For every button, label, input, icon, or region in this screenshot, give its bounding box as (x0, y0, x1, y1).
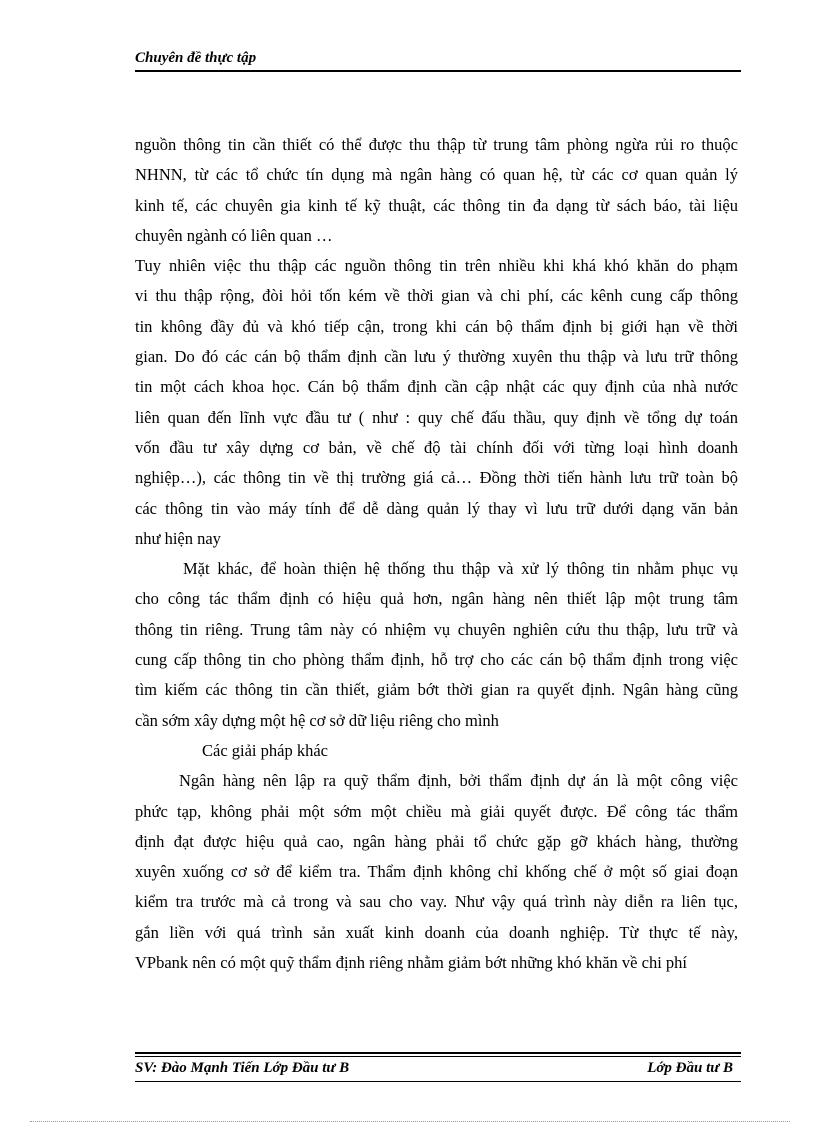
text-line: nghiệp…), các thông tin về thị trường giá cả… Đồng thời tiến hành lưu trữ toàn bộ (135, 468, 738, 488)
section-heading: Các giải pháp khác (202, 740, 328, 760)
text-line: thông tin riêng. Trung tâm này có nhiệm vụ chuyên nghiên cứu thu thập, lưu trữ và (135, 619, 738, 639)
text-line: nguồn thông tin cần thiết có thể được thu thập từ trung tâm phòng ngừa rủi ro thuộc (135, 135, 738, 154)
text-line: định đạt được hiệu quả cao, ngân hàng phải tổ chức gặp gỡ khách hàng, thường (135, 831, 738, 851)
page-header (135, 48, 741, 72)
text-line: cung cấp thông tin cho phòng thẩm định, hỗ trợ cho các cán bộ thẩm định trong việc (135, 650, 738, 670)
page-edge-divider (30, 1121, 790, 1122)
text-line: các thông tin vào máy tính để dễ dàng quản lý thay vì lưu trữ dưới dạng văn bản (135, 498, 738, 518)
text-line: vi thu thập rộng, đòi hỏi tốn kém về thời gian và chi phí, các kênh cung cấp thông (135, 286, 738, 306)
footer-student-name: SV: Đào Mạnh Tiến Lớp Đầu tư B (135, 1060, 350, 1076)
document-body (135, 130, 738, 978)
page-footer (135, 1052, 741, 1082)
text-line: xuyên xuống cơ sở để kiểm tra. Thẩm định không chỉ khống chế ở một số giai đoạn (135, 862, 738, 882)
text-line: cho công tác thẩm định có hiệu quả hơn, ngân hàng nên thiết lập một trung tâm (135, 589, 738, 609)
text-line: VPbank nên có một quỹ thẩm định riêng nhằm giảm bớt những khó khăn về chi phí (135, 953, 688, 973)
text-line: NHNN, từ các tổ chức tín dụng mà ngân hàng có quan hệ, từ các cơ quan quản lý (135, 165, 738, 185)
text-line: tìm kiếm các thông tin cần thiết, giảm bớt thời gian ra quyết định. Ngân hàng cũng (135, 680, 738, 700)
text-line: liên quan đến lĩnh vực đầu tư ( như : quy chế đấu thầu, quy định về tổng dự toán (135, 407, 738, 427)
footer-rule (135, 1052, 741, 1054)
text-line: Tuy nhiên việc thu thập các nguồn thông tin trên nhiều khi khá khó khăn do phạm (135, 256, 738, 276)
text-line: Mặt khác, để hoàn thiện hệ thống thu thập và xử lý thông tin nhằm phục vụ (183, 559, 738, 579)
text-line: tin không đầy đủ và khó tiếp cận, trong khi cán bộ thẩm định bị giới hạn về thời (135, 316, 738, 336)
text-line: gian. Do đó các cán bộ thẩm định cần lưu ý thường xuyên thu thập và lưu trữ thông (135, 347, 738, 367)
text-line: Ngân hàng nên lập ra quỹ thẩm định, bởi thẩm định dự án là một công việc (179, 771, 738, 791)
text-line: vốn đầu tư xây dựng cơ bản, về chế độ tài chính đối với từng loại hình doanh (135, 437, 738, 457)
text-line: phức tạp, không phải một sớm một chiều mà giải quyết được. Để công tác thẩm (135, 801, 738, 821)
footer-class-name: Lớp Đầu tư B (647, 1060, 733, 1076)
footer-rule (135, 1081, 741, 1082)
text-line: tin một cách khoa học. Cán bộ thẩm định cần cập nhật các quy định của nhà nước (135, 377, 738, 397)
text-line: kiểm tra trước mà cả trong và sau cho vay. Như vậy quá trình này diễn ra liên tục, (135, 892, 738, 912)
text-line: cần sớm xây dựng một hệ cơ sở dữ liệu riêng cho mình (135, 710, 499, 730)
text-line: như hiện nay (135, 528, 221, 548)
text-line: chuyên ngành có liên quan … (135, 225, 333, 245)
text-line: gắn liền với quá trình sản xuất kinh doanh của doanh nghiệp. Từ thực tế này, (135, 922, 738, 942)
text-line: kinh tế, các chuyên gia kinh tế kỹ thuật, các thông tin đa dạng từ sách báo, tài liệu (135, 195, 738, 215)
header-title: Chuyên đề thực tập (135, 50, 257, 66)
footer-rule (135, 1056, 741, 1057)
